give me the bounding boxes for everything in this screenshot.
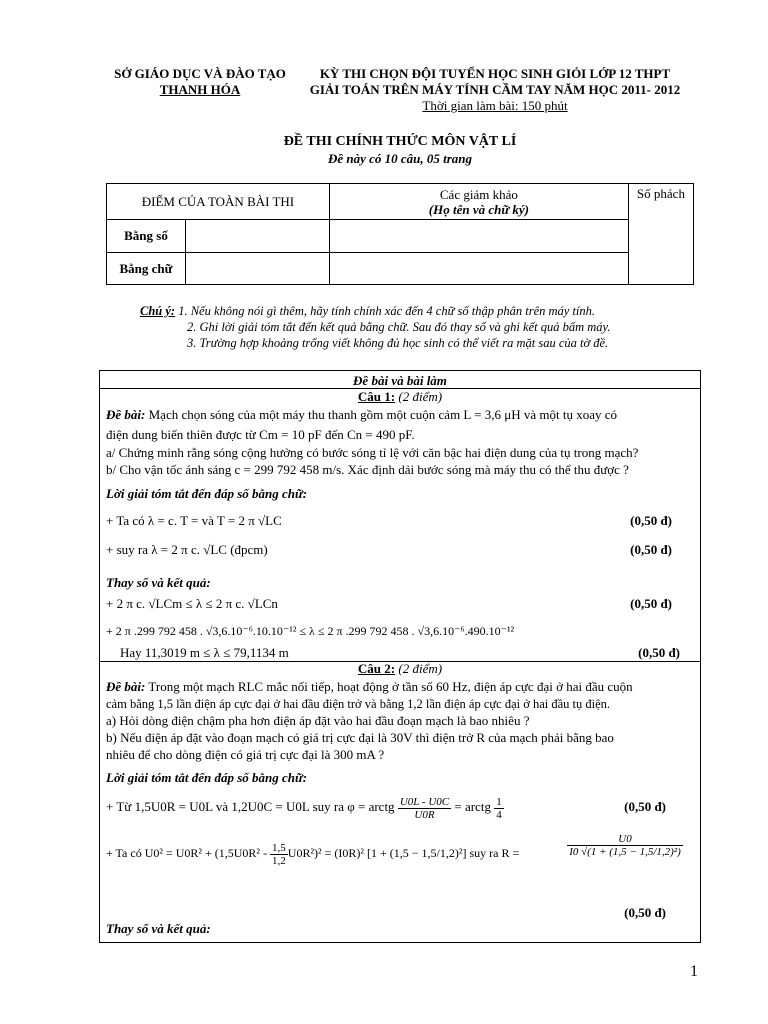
department-name: SỞ GIÁO DỤC VÀ ĐÀO TẠO [114,66,286,81]
page-number: 1 [690,963,698,980]
notes-label: Chú ý: [140,304,176,318]
q2-r-formula [555,833,695,858]
note-3: 3. Trường hợp khoảng trống viết không đủ học sinh có thể viết ra mặt sau của tờ đề. [187,336,609,350]
q1-text-2: điện dung biến thiên được từ Cm = 10 pF đến Cn = 490 pF. [106,427,415,442]
q2-label: Đề bài: [106,679,146,694]
q1-result-3: Hay 11,3019 m ≤ λ ≤ 79,1134 m [120,645,289,660]
q1-text-1 [106,407,696,423]
note-2: 2. Ghi lời giải tóm tắt đến kết quả bằng chữ. Sau đó thay số và ghi kết quả bấm máy. [187,320,611,334]
exam-time: Thời gian làm bài: 150 phút [422,98,568,113]
q2-fraction-1 [398,796,451,821]
examiner-sublabel: (Họ tên và chữ ký) [428,201,529,217]
q1-result-2: + 2 π .299 792 458 . √3,6.10⁻⁶.10.10⁻¹² ≤ λ ≤ 2 π .299 792 458 . √3,6.10⁻⁶.490.10⁻¹² [106,624,515,638]
q1-part-b: b/ Cho vận tốc ánh sáng c = 299 792 458 m/s. Xác định dải bước sóng mà máy thu có thể thu được ? [106,462,629,477]
examiner-label: Các giám khảo [439,186,518,202]
q1-title: Câu 1: [357,389,396,404]
q2-score-2: (0,50 đ) [624,905,666,920]
q2-score-1: (0,50 đ) [624,799,666,814]
q1-step-1: + Ta có λ = c. T = và T = 2 π √LC [106,513,282,528]
q2-text-1-body: Trong một mạch RLC mắc nối tiếp, hoạt động ở tần số 60 Hz, điện áp cực đại ở hai đầu cuộn [148,679,633,694]
q2-step-2-text-b: U0R²)² = (I0R)² [1 + (1,5 − 1,5/1,2)²] suy ra R = [287,846,520,860]
q2-fraction-1-den: U0R [414,808,435,821]
question-box [99,370,701,943]
notes [140,303,700,351]
q1-score-1: (0,50 đ) [630,513,672,528]
header-right [300,66,690,114]
q2-fraction-4-num: U0 [567,833,683,846]
exam-subtitle: GIẢI TOÁN TRÊN MÁY TÍNH CẦM TAY NĂM HỌC 2011- 2012 [309,82,681,97]
score-table [106,183,694,285]
q1-score-2: (0,50 đ) [630,542,672,557]
examiner-cell-1[interactable] [329,220,628,253]
q1-solution-label: Lời giải tóm tắt đến đáp số bằng chữ: [106,486,308,501]
q1-subst-label: Thay số và kết quả: [106,575,211,590]
q1-step-2: + suy ra λ = 2 π c. √LC (đpcm) [106,542,268,557]
score-words-label: Bằng chữ [107,253,186,285]
exam-subtitle-pages: Đề này có 10 câu, 05 trang [327,151,473,166]
score-number-label: Bằng số [107,220,186,253]
q2-title: Câu 2: [357,661,396,676]
q2-fraction-2-num: 1 [496,795,502,808]
q2-heading [100,661,700,677]
q2-fraction-4 [567,833,683,858]
score-header: ĐIỂM CỦA TOÀN BÀI THI [107,184,330,220]
q1-points: (2 điểm) [398,389,443,404]
q2-fraction-2 [494,796,504,821]
exam-name: KỲ THI CHỌN ĐỘI TUYỂN HỌC SINH GIỎI LỚP 12 THPT [319,66,671,81]
q1-heading [100,389,700,405]
note-1: 1. Nếu không nói gì thêm, hãy tính chính xác đến 4 chữ số thập phân trên máy tính. [178,304,596,318]
q2-fraction-2-den: 4 [496,808,502,821]
score-words-cell[interactable] [186,253,330,285]
q2-fraction-4-den: I0 √(1 + (1,5 − 1,5/1,2)²) [569,846,681,858]
header-left [100,66,300,98]
q2-text-1 [106,679,696,695]
q2-step-1-text-b: = arctg [454,799,491,814]
q2-step-2-text: + Ta có U0² = U0R² + (1,5U0R² - [106,846,271,860]
q2-text-2: cảm bằng 1,5 lần điện áp cực đại ở hai đầu điện trở và bằng 1,2 lần điện áp cực đại ở hai đầu tụ điện. [106,697,611,711]
code-header: Số phách [628,184,693,285]
q2-part-a: a) Hỏi dòng điện chậm pha hơn điện áp đặt vào hai đầu đoạn mạch là bao nhiêu ? [106,713,530,728]
q1-part-a: a/ Chứng minh rằng sóng cộng hưởng có bước sóng tỉ lệ với căn bậc hai điện dung của tụ trong mạch? [106,445,639,460]
q2-fraction-1-num: U0L - U0C [399,795,450,808]
q2-fraction-3-den: 1,2 [272,854,286,867]
section-header: Đề bài và bài làm [353,373,447,388]
score-number-cell[interactable] [186,220,330,253]
q2-points: (2 điểm) [398,661,443,676]
q2-solution-label: Lời giải tóm tắt đến đáp số bằng chữ: [106,770,308,785]
exam-title: ĐỀ THI CHÍNH THỨC MÔN VẬT LÍ [283,134,517,149]
q2-fraction-3 [270,842,288,867]
q1-text-1-body: Mạch chọn sóng của một máy thu thanh gồm một cuộn cảm L = 3,6 μH và một tụ xoay có [148,407,617,422]
q2-step-1-text: + Từ 1,5U0R = U0L và 1,2U0C = U0L suy ra φ = arctg [106,799,395,814]
q2-fraction-3-num: 1,5 [272,841,286,854]
examiner-cell-2[interactable] [329,253,628,285]
q1-score-3: (0,50 đ) [630,596,672,611]
examiner-header [329,184,628,220]
q1-score-4: (0,50 đ) [638,645,680,660]
q1-result-1: + 2 π c. √LCm ≤ λ ≤ 2 π c. √LCn [106,596,278,611]
province-name: THANH HÓA [159,82,241,97]
q2-subst-label: Thay số và kết quả: [106,921,211,936]
q2-part-b-1: b) Nếu điện áp đặt vào đoạn mạch có giá trị cực đại là 30V thì điện trở R của mạch phải bằng bao [106,730,614,745]
q2-part-b-2: nhiêu để cho dòng điện có giá trị cực đại là 300 mA ? [106,747,385,762]
q2-step-1 [106,790,696,824]
q1-label: Đề bài: [106,407,146,422]
